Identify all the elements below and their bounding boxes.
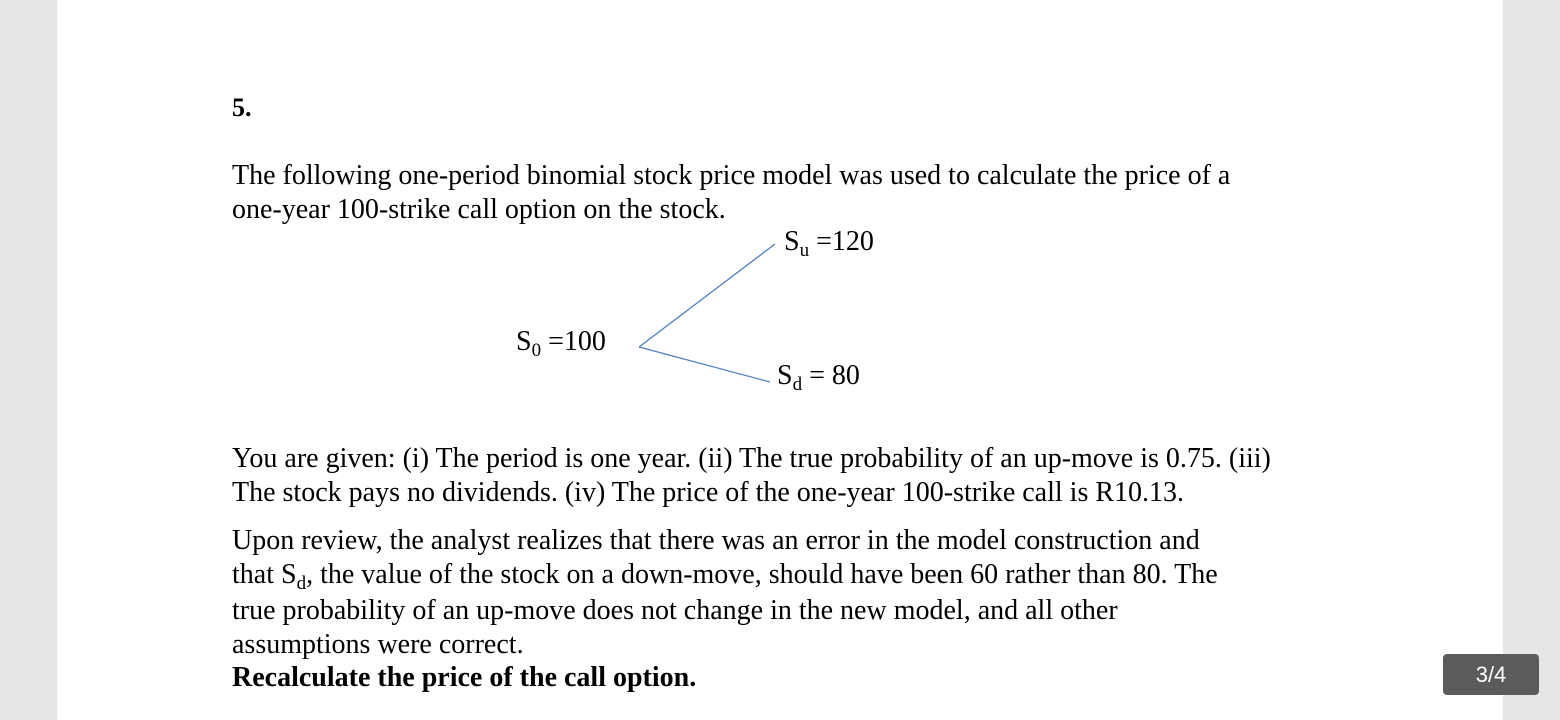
- node-su: $S_u =120$: [784, 226, 874, 261]
- node-s0: $S_0 =100$: [516, 326, 606, 361]
- question-number: 5.: [232, 93, 252, 122]
- tree-down-branch: [639, 347, 770, 382]
- page-indicator: 3/4: [1443, 654, 1539, 695]
- given-paragraph: [232, 442, 1271, 509]
- tree-up-branch: [639, 244, 775, 347]
- review-paragraph: Upon review, the analyst realizes that there was an error in the model construction and that $S_d$, the value of the stock on a down-move, should have been 60 rather than 80. The true probability of an up-move does not change in the new model, and all other assumptions were correct. Recalculate the price of the call option.: [232, 525, 1218, 693]
- intro-line-2: one-year 100-strike call option on the stock.: [232, 193, 726, 225]
- node-sd: $S_d = 80$: [777, 360, 860, 395]
- given-line-1: You are given: (i) The period is one year. (ii) The true probability of an up-move is 0.75. (iii): [232, 443, 1271, 474]
- intro-line-1: The following one-period binomial stock price model was used to calculate the price of a: [232, 160, 1231, 191]
- document-page: [57, 0, 1503, 720]
- instruction-text: Recalculate the price of the call option.: [232, 662, 697, 693]
- given-line-2: The stock pays no dividends. (iv) The price of the one-year 100-strike call is R10.13.: [232, 476, 1185, 508]
